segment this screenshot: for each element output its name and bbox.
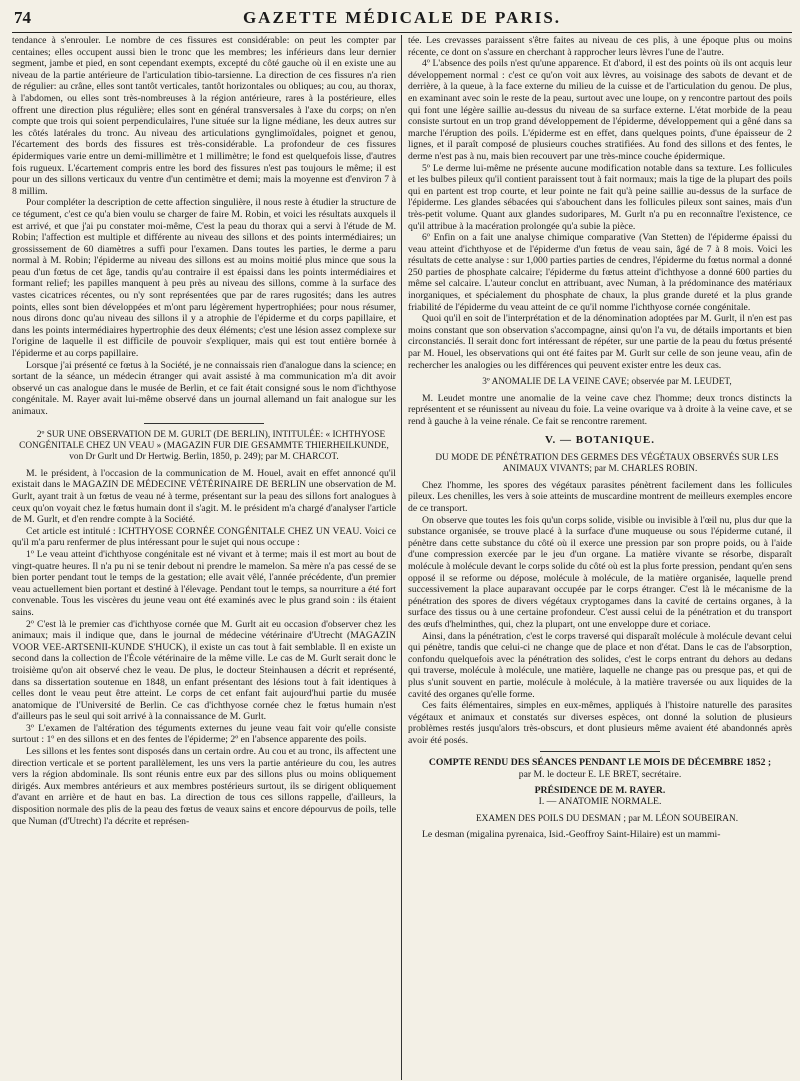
page-header — [12, 8, 792, 33]
paragraph: M. Leudet montre une anomalie de la veine cave chez l'homme; deux troncs distincts la représentent et se réunissent au niveau du foie. La veine ovarique va à droite à la veine cave, et se rend à gauche à la veine rénale. Ce fait se rencontre rarement. — [408, 392, 792, 427]
paragraph: Chez l'homme, les spores des végétaux parasites pénètrent facilement dans les follicules pileux. Les chenilles, les vers à soie atteints de muscardine montrent de meilleurs exemples encore de ce transport. — [408, 479, 792, 514]
report-title: COMPTE RENDU DES SÉANCES PENDANT LE MOIS DE DÉCEMBRE 1852 ; — [428, 757, 772, 769]
paragraph: Pour compléter la description de cette affection singulière, il nous reste à étudier la structure de ce tégument, c'est ce qu'a bien voulu se charger de faire M. Robin, et voici les résultats auxquels il est arrivé, et que j'ai pu constater moi-même, C'est la peau du thorax qui a servi à l'étude de M. Robin; l'affection est multiple et différente au niveau des sillons et des points intermédiaires; un grossissement de 60 diamètres a suffi pour l'examen. Dans toutes les parties, le derme a paru normal à M. Robin; l'épiderme au niveau des sillons est au moins moitié plus mince que sous la peau d'un fœtus de cet âge, tandis qu'au contraire il est épaissi dans les points intermédiaires et formant relief; les papilles manquent à peu près au niveau des sillons, comme à la surface des vastes cicatrices récentes, ou n'y sont représentées que par de rares rugosités; dans les autres points, elles sont bien développées et m'ont paru légèrement hypertrophiées; pour nous résumer, nous dirons donc qu'au niveau des sillons il y a atrophie de l'épiderme et du corps papillaire, et dans les points intermédiaires hypertrophie des deux éléments; c'est une lésion assez complexe sur l'origine de laquelle il est difficile de pouvoir s'expliquer, mais qui est tout entière bornée à l'épiderme et au corps papillaire. — [12, 197, 396, 360]
article-heading: DU MODE DE PÉNÉTRATION DES GERMES DES VÉGÉTAUX OBSERVÉS SUR LES ANIMAUX VIVANTS; par M. CHARLES ROBIN. — [435, 453, 779, 475]
paragraph: Ces faits élémentaires, simples en eux-mêmes, appliqués à l'histoire naturelle des parasites végétaux et animaux et constatés sur diverses espèces, ont donné la solution de plusieurs problèmes restés jusqu'alors très-obscurs, et dont plusieurs même avaient été abandonnés après avoir été posés. — [408, 700, 792, 746]
anatomy-heading: I. — ANATOMIE NORMALE. — [538, 796, 662, 808]
paragraph: Quoi qu'il en soit de l'interprétation et de la dénomination adoptées par M. Gurlt, il n'en est pas moins constant que son observation s'accompagne, ainsi qu'on l'a vu, de détails importants et bien circonstanciés. Il serait donc fort intéressant de répéter, sur une partie de la peau du fœtus présenté par M. Houel, les observations qui ont été faites par M. Gurlt sur celle de son jeune veau, afin de rechercher les analogies ou les différences qui peuvent exister entre les deux cas. — [408, 313, 792, 371]
paragraph: 5º Le derme lui-même ne présente aucune modification notable dans sa texture. Les follicules et les bulbes pileux qu'il contient paraissent tout à fait normaux; mais la tige de la plupart des poils qui en partent est trop courte, et leur pointe ne fait qu'à peine saillie au-dessus de la surface de l'épiderme. Les glandes sébacées qui s'abouchent dans les follicules pileux sont saines, mais d'un très-petit volume. Quant aux glandes sudoripares, M. Gurlt n'a pu en reconnaître l'existence, ce qu'il attribue à la macération prolongée qu'a subie la pièce. — [408, 162, 792, 232]
paragraph: Ainsi, dans la pénétration, c'est le corps traversé qui disparaît molécule à molécule devant celui qui pénètre, tandis que celui-ci ne change que de place et non d'état. Dans le cas de l'absorption, confondu quelquefois avec la pénétration des solides, c'est le corps entrant du dehors au dedans qui traverse, molécule à molécule, une matière, laquelle ne change pas ou presque pas, et qui de plus s'unit souvent en partie, molécule à molécule, à la matière traversée ou aux liquides de la cavité des organes qu'elle forme. — [408, 630, 792, 700]
article-heading: 2º SUR UNE OBSERVATION DE M. GURLT (DE BERLIN), INTITULÉE: « ICHTHYOSE CONGÉNITALE CHEZ UN VEAU » (MAGAZIN FUR DIE GESAMMTE THIERHEILKUNDE, von Dr Gurlt und Dr Hertwig. Berlin, 1850, p. 249); par M. CHARCOT. — [19, 429, 389, 463]
paragraph: M. le président, à l'occasion de la communication de M. Houel, avait en effet annoncé qu'il existait dans le MAGAZIN DE MÉDECINE VÉTÉRINAIRE DE BERLIN une observation de M. Gurlt, ayant trait à un fœtus de veau né à terme, présentant sur la peau des sillons fort analogues à ceux qu'on voyait chez le fœtus humain dont il s'agit. M. le président m'a chargé d'analyser l'article de M. Gurlt, et d'en rendre compte à la Société. — [12, 467, 396, 526]
report-author: par M. le docteur E. LE BRET, secrétaire. — [518, 769, 682, 781]
paragraph: Lorsque j'ai présenté ce fœtus à la Société, je ne connaissais rien d'analogue dans la science; en sortant de la séance, un médecin étranger qui avait assisté à ma communication m'a dit avoir observé un cas analogue dans le musée de Berlin, et ce fait était consigné sous le nom d'ichthyose congénitale. M. Rayer avait lui-même observé dans un journal allemand un fait analogue sur les animaux. — [12, 359, 396, 417]
paragraph: Cet article est intitulé : ICHTHYOSE CORNÉE CONGÉNITALE CHEZ UN VEAU. Voici ce qu'il m'a paru renfermer de plus intéressant pour le sujet qui nous occupe : — [12, 525, 396, 549]
page-number: 74 — [14, 8, 31, 27]
paragraph: 2º C'est là le premier cas d'ichthyose cornée que M. Gurlt ait eu occasion d'observer chez les animaux; mais il indique que, dans le journal de médecine vétérinaire d'Utrecht (MAGAZIN VOOR VEE-ARTSENII-KUNDE S'HUCK), il existe un cas tout à fait semblable. Il en existe un second dans la collection de l'École vétérinaire de la même ville. Le cas de M. Gurlt serait donc le troisième qu'on ait observé chez le veau. De plus, le docteur Steinhausen a décrit et représenté, dans sa dissertation soutenue en 1848, un enfant présentant des lésions tout à fait identiques à celles dont le veau peut être atteint. Le corps de cet enfant fait aujourd'hui partie du musée anatomique de l'Université de Berlin. Ce cas d'ichthyose cornée chez le fœtus humain n'est d'ailleurs pas le seul qui soit arrivé à la connaissance de M. Gurlt. — [12, 618, 396, 723]
paragraph: tendance à s'enrouler. Le nombre de ces fissures est considérable: on peut les compter par centaines; elles occupent aussi bien le tronc que les membres; les inférieurs dans leur dernier segment, jambe et pied, en sont cependant exempts, excepté du côté gauche où il en existe une au niveau de la partie antérieure de l'articulation tibio-tarsienne. La direction de ces fissures n'a rien de régulier: au crâne, elles sont tantôt verticales, tantôt horizontales ou obliques; au cou, au thorax, à l'abdomen, ou elles sont très-nombreuses à la région antérieure, rares à la postérieure, elles offrent une direction plus régulière; elles sont en général transversales à l'axe du corps; on n'en compte que trois qui soient perpendiculaires, l'une située sur la ligne médiane, les deux autres sur les côtés latérales du tronc. Au niveau des articulations gynglimoïdales, poignet et genou, l'écartement des bords des fissures est très-considérable. La profondeur de ces fissures épidermiques varie entre un demi-millimètre et 1 millimètre; le fond est quelquefois lisse, d'autres fois rugueux. L'écartement compris entre les bord des fissures n'est pas toujours le même; il est pour un des sillons verticaux du ventre d'un centimètre et demi; mais la moyenne est d'environ 7 à 8 millim. — [12, 35, 396, 197]
two-column-body — [12, 35, 792, 1080]
paragraph: 3º L'examen de l'altération des téguments externes du jeune veau fait voir qu'elle consiste surtout : 1º en des sillons et en des fentes de l'épiderme; 2º en l'absence apparente des poils. — [12, 722, 396, 746]
paragraph: 6º Enfin on a fait une analyse chimique comparative (Van Stetten) de l'épiderme épaissi du veau atteint d'ichthyose et de l'épiderme d'un fœtus de veau sain, âgé de 7 à 8 mois. Voici les résultats de cette analyse : sur 1,000 parties parties de cendres, l'épiderme du fœtus normal a donné 250 parties de phosphate calcaire; l'épiderme du fœtus atteint d'ichthyose a donné 600 parties du même sel calcaire. L'auteur conclut en attribuant, avec Numan, à la prédominance des matériaux inorganiques, et spécialement du phosphate de chaux, la plus grande dureté et la plus grande friabilité de l'épiderme du veau atteint de ce qu'il nomme l'ichthyose cornée congénitale. — [408, 232, 792, 313]
left-column — [12, 35, 402, 1080]
paragraph: On observe que toutes les fois qu'un corps solide, visible ou invisible à l'œil nu, plus dur que la substance organisée, se trouve placé à la surface d'une muqueuse ou sous l'épiderme cutané, il pénètre dans cette substance du côté où il exerce une pression par son propre poids, ou à l'aide d'une compression exercée par le jeu d'un organe. La matière vivante se résorbe, disparaît molécule à molécule devant le corps solide du côté où est la plus forte pression, pendant qu'en sens opposé il se reforme ou dépose, molécule à molécule, de la matière organisée, laquelle prend successivement la place auparavant occupée par le corps étranger. C'est là le mécanisme de la pénétration des spores de divers végétaux cryptogames dans la cavité de certains organes, à la surface des tissus ou à une certaine profondeur. C'est aussi celui de la pénétration et du transport des œufs d'helminthes, qui, chez la plupart, ont une enveloppe dure et coriace. — [408, 514, 792, 630]
paragraph: Le desman (migalina pyrenaica, Isid.-Geoffroy Saint-Hilaire) est un mammi- — [422, 829, 721, 841]
separator-rule — [540, 751, 660, 752]
presidence-line: PRÉSIDENCE DE M. RAYER. — [534, 784, 666, 796]
right-column — [402, 35, 792, 1080]
separator-rule — [144, 423, 264, 424]
section-heading: V. — BOTANIQUE. — [545, 434, 655, 447]
running-head: GAZETTE MÉDICALE DE PARIS. — [242, 8, 562, 27]
paragraph: 1º Le veau atteint d'ichthyose congénitale est né vivant et à terme; mais il est mort au bout de vingt-quatre heures. Il n'a pu ni se tenir debout ni prendre le mamelon. Sa mère n'a pas cessé de se bien porter pendant tout le temps de la gestation; elle avait vêlé, l'année précédente, d'un premier veau actuellement bien portant et destiné à l'élevage. Pendant tout le temps, sa nourriture a été fort convenable. Tous les viscères du jeune veau ont été examinés avec le plus grand soin : ils étaient sains. — [12, 548, 396, 618]
paragraph: tée. Les crevasses paraissent s'être faites au niveau de ces plis, à une époque plus ou moins récente, ce dont on s'assure en cherchant à rapprocher leurs lèvres l'une de l'autre. — [408, 35, 792, 58]
article-heading: 3º ANOMALIE DE LA VEINE CAVE; observée par M. LEUDET, — [482, 377, 732, 388]
article-heading: EXAMEN DES POILS DU DESMAN ; par M. LÉON SOUBEIRAN. — [475, 813, 739, 824]
paragraph: Les sillons et les fentes sont disposés dans un certain ordre. Au cou et au tronc, ils affectent une direction verticale et se portent parallèlement, les uns vers la partie antérieure du cou, les autres vers la région abdominale. Ils sont réunis entre eux par des sillons plus ou moins obliquement dirigés. Aux membres antérieurs et aux membres postérieurs surtout, ils se dirigent obliquement d'avant en arrière et de haut en bas. La direction de tous ces sillons rappelle, d'ailleurs, la disposition normale des plis de la peau des fœtus de veaux sains et encore dépourvus de poils, telle que Numan (d'Utrecht) l'a décrite et représen- — [12, 746, 397, 827]
paragraph: 4º L'absence des poils n'est qu'une apparence. Et d'abord, il est des points où ils ont acquis leur développement normal : c'est ce qu'on voit aux lèvres, au voisinage des sabots de devant et de derrière, à la queue, à la face externe du milieu de la cuisse et de l'articulation du genou. De plus, en examinant avec soin le reste de la peau, surtout avec une loupe, on y rencontre partout des poils qui font une légère saillie au-dessus du niveau de sa surface externe. L'état morbide de la peau consiste surtout en un trop grand développement de l'épiderme, développement qui a gêné dans sa marche l'éruption des poils. L'épiderme est en effet, dans quelques points, d'une épaisseur de 2 lignes, et il paraît composé de plusieurs couches stratifiées. Au fond des sillons et des fentes, le derme n'est pas à nu, mais bien recouvert par une très-mince couche épidermique. — [408, 58, 792, 162]
